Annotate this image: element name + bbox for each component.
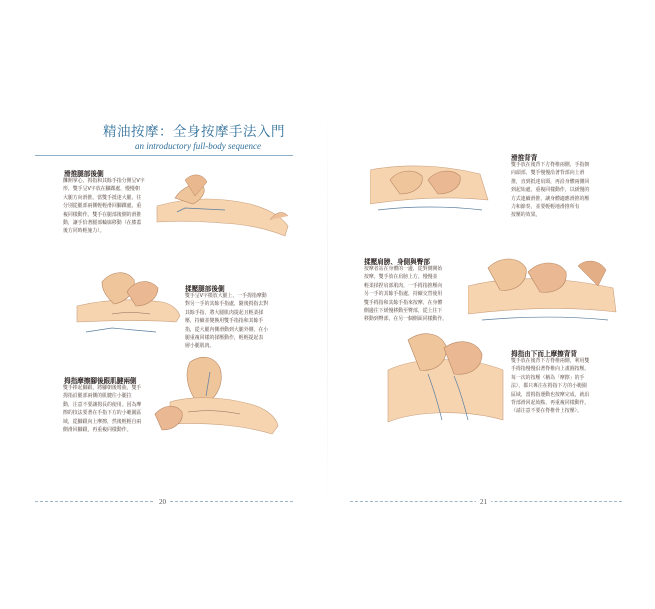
body-line: 擦的技法要著在手指下方的小範圍區	[63, 410, 142, 417]
illustration-back-slide	[370, 140, 490, 232]
body-line: 雙手捧起腳跟，將腳朝後彎曲，雙手	[63, 385, 142, 391]
body-line: 手拇指慢慢沿著脊椎向上畫圓按壓。	[511, 366, 590, 373]
body-line: 動，注意不要讓拇長的使用。因為摩	[63, 401, 142, 408]
body-line: 大腿方向滑推。當雙手抵達大腿，往	[63, 194, 142, 201]
page-title: 精油按摩：全身按摩手法入門	[103, 124, 285, 140]
illustration-shoulder-knead	[468, 246, 618, 334]
section-title-back-slide: 滑推背背	[511, 154, 538, 162]
body-line: 腿重複同樣的揉壓動作，輕輕提起表	[185, 335, 264, 342]
body-line: （請注意不要在脊椎骨上按壓）。	[511, 408, 582, 415]
body-line: 層小腿肌肉。	[185, 343, 215, 350]
body-line: 對另一手的其餘手指處，隨後拇指去對	[185, 301, 269, 308]
body-line: 每一次的按壓（稱為「摩擦」的手	[511, 374, 585, 381]
page-number-right: 21	[476, 498, 491, 506]
body-line: 壓，持續並變換用雙手指指和其餘手	[185, 318, 264, 325]
illustration-leg-slide	[155, 168, 290, 248]
illustration-back-friction	[378, 330, 508, 440]
body-line: 動，讓手恰著腿部輪廓移動（在膝蓋	[63, 220, 142, 227]
body-line: 後方同時輕施力）。	[63, 228, 105, 235]
page-subtitle: an introductory full-body sequence	[135, 141, 261, 151]
body-line: 雙手拇指和其餘手指來按摩，在身體	[364, 299, 443, 306]
section-body-leg-knead	[185, 292, 285, 351]
section-body-back-slide	[511, 161, 621, 220]
body-line: 拇指沿腿部兩側的肌腱往小腿拉	[63, 393, 132, 400]
body-line: 另一手的其餘手指處，持續交替使用	[364, 291, 443, 298]
body-line: 形，雙手呈V字放在腳踝處，慢慢朝	[63, 186, 140, 193]
body-line: 其餘手指，將大腿肌肉提起且輕柔揉	[185, 309, 264, 316]
right-page	[328, 0, 655, 609]
body-line: 指，從大腿內側滑動到大腿外側，在小	[185, 326, 269, 333]
body-line: 側滑回腳跟，再重複同樣動作。	[63, 427, 132, 434]
section-title-leg-slide: 滑推腿部後側	[64, 170, 104, 178]
body-line: 按摩，雙手放在肩膀上方，慢慢並	[364, 274, 438, 281]
body-line: 方式連續滑推，讓身體適應滑推的壓	[511, 195, 590, 202]
section-body-leg-slide	[63, 177, 163, 236]
body-line: 移動到臀部，在另一個側面同樣動作。	[364, 316, 448, 323]
body-line: 推，直到抵達肩頸，再沿身體兩側回	[511, 178, 590, 185]
body-line: 背部滑回起始點，再重複同樣動作。	[511, 400, 590, 407]
body-line: 側邊往下緩慢移動至臀部，從上往下	[364, 308, 443, 315]
body-line: 攤開掌心，拇指和其餘手指分開呈V字	[63, 178, 145, 184]
section-title-shoulder-knead: 揉壓肩膀、身側與臀部	[364, 258, 430, 266]
title-divider	[35, 155, 293, 156]
body-line: 分別從腿部兩側輕輕滑回腳踝處，重	[63, 203, 142, 210]
body-line: 按摩者站在身體的一邊，從對側開始	[364, 266, 443, 272]
body-line: 向頭部，雙手慢慢沿著背部向上滑	[511, 170, 585, 177]
page-number-left: 20	[155, 498, 170, 506]
body-line: 雙手呈V字模放大腿上，一手拇指摩動	[185, 293, 267, 299]
body-line: 雙手放在後背下方脊椎兩側，利用雙	[511, 358, 590, 364]
illustration-heel-friction	[150, 352, 280, 444]
body-line: 法），都只專注在拇指下方的小範圍	[511, 383, 587, 390]
section-title-leg-knead: 揉壓腿部後側	[185, 285, 225, 293]
section-body-heel-friction	[63, 384, 159, 434]
section-title-heel-friction: 拇指摩擦腳後跟肌腱兩側	[64, 377, 137, 385]
body-line: 雙手放在後背下方脊椎兩側，手指朝	[511, 162, 590, 168]
section-title-back-friction: 拇指由下而上摩擦背背	[511, 350, 577, 358]
illustration-leg-knead	[72, 262, 182, 354]
body-line: 複同樣動作。雙手在腿部後側的滑推	[63, 211, 142, 218]
body-line: 輕柔揉捏肩部肌肉，一手拇指推壓向	[364, 282, 443, 289]
body-line: 力和節奏，並要輕輕地滑推所有	[511, 204, 580, 211]
body-line: 到起始處，重複同樣動作，以緩慢的	[511, 187, 590, 194]
section-body-shoulder-knead	[364, 265, 472, 324]
section-body-back-friction	[511, 357, 621, 416]
body-line: 域，從腳跟向上摩擦，然後輕輕自兩	[63, 418, 142, 425]
body-line: 區域，當拇指運動也按摩完成，就沿	[511, 391, 590, 398]
body-line: 按壓的效果。	[511, 212, 541, 219]
